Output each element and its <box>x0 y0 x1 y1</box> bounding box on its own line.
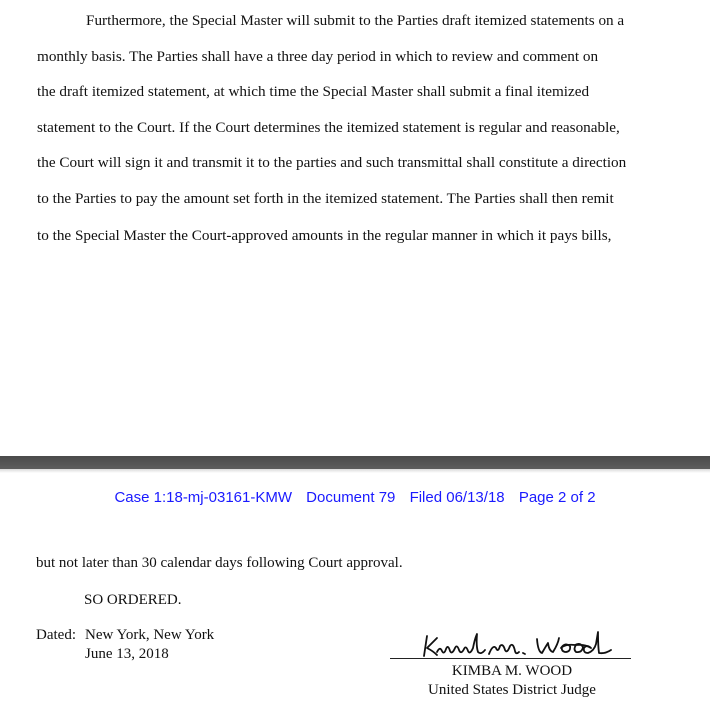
judge-name: KIMBA M. WOOD <box>451 663 573 679</box>
paragraph-line: statement to the Court. If the Court determines the itemized statement is regular and reasonable, <box>37 119 620 136</box>
paragraph-line: to the Parties to pay the amount set forth in the itemized statement. The Parties shall then remit <box>37 190 614 207</box>
ecf-header <box>0 489 710 506</box>
page-number: Page 2 of 2 <box>518 489 596 506</box>
paragraph-line: to the Special Master the Court-approved amounts in the regular manner in which it pays bills, <box>37 227 612 244</box>
page-separator <box>0 456 710 469</box>
signature-line <box>390 658 631 659</box>
dated-place: New York, New York <box>85 627 215 643</box>
paragraph-line: Furthermore, the Special Master will submit to the Parties draft itemized statements on a <box>86 12 625 29</box>
dated-label: Dated: <box>36 627 76 643</box>
judge-title: United States District Judge <box>428 682 596 698</box>
continuation-text: but not later than 30 calendar days following Court approval. <box>36 555 403 571</box>
paragraph-line: monthly basis. The Parties shall have a three day period in which to review and comment on <box>37 48 599 65</box>
dated-date: June 13, 2018 <box>85 646 169 662</box>
so-ordered: SO ORDERED. <box>84 592 182 608</box>
page-separator-shadow <box>0 469 710 473</box>
filed-date: Filed 06/13/18 <box>409 489 505 506</box>
paragraph-line: the draft itemized statement, at which time the Special Master shall submit a final itemized <box>37 83 590 100</box>
case-number: Case 1:18-mj-03161-KMW <box>114 489 292 506</box>
document-number: Document 79 <box>306 489 396 506</box>
paragraph-line: the Court will sign it and transmit it to the parties and such transmittal shall constitute a direction <box>37 154 627 171</box>
